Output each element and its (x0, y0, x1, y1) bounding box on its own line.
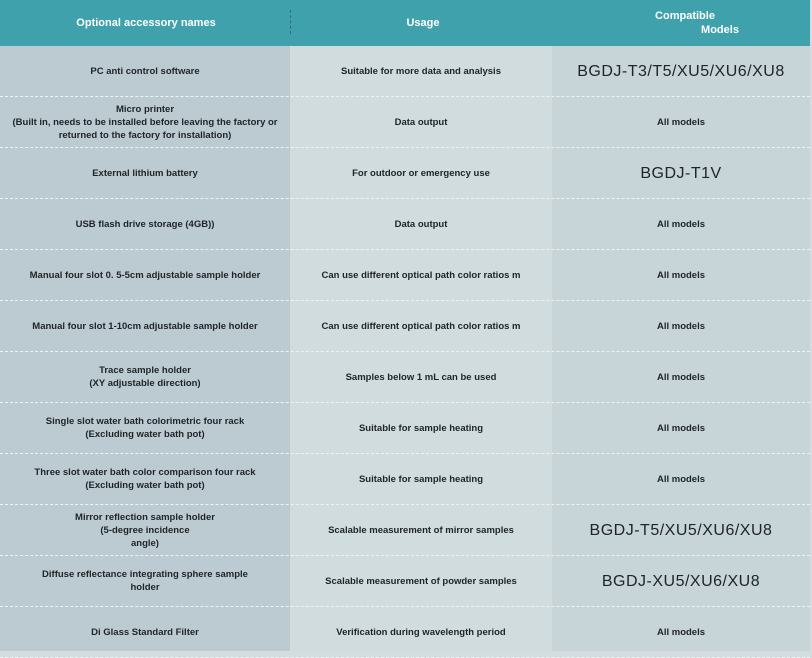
compatible-models-cell: All models (656, 116, 706, 128)
table-row (0, 352, 810, 403)
usage-cell: For outdoor or emergency use (352, 167, 490, 179)
compatible-models-cell: All models (656, 269, 706, 281)
table-header (0, 0, 810, 46)
accessory-name-cell (0, 556, 290, 606)
accessory-name-line: Di Glass Standard Filter (91, 626, 199, 638)
accessory-name-line: Diffuse reflectance integrating sphere sample (42, 569, 248, 580)
usage-cell: Samples below 1 mL can be used (345, 371, 497, 383)
table-row (0, 97, 810, 148)
accessory-name-cell (0, 250, 290, 300)
header-usage: Usage (406, 17, 440, 29)
compatible-models-cell: BGDJ-T3/T5/XU5/XU6/XU8 (577, 62, 785, 80)
compatible-models-cell: All models (656, 473, 706, 485)
usage-cell: Can use different optical path color ratios m (321, 269, 521, 281)
compatible-models-cell: BGDJ-XU5/XU6/XU8 (601, 572, 761, 590)
accessory-name-line: angle) (131, 537, 159, 549)
table-row (0, 301, 810, 352)
header-compatible-line2: Models (701, 24, 739, 36)
header-divider (290, 10, 291, 34)
usage-cell: Scalable measurement of powder samples (325, 575, 517, 587)
table-row (0, 607, 810, 658)
accessory-name-cell (0, 352, 290, 402)
accessory-name-cell (0, 148, 290, 198)
accessory-name-cell (0, 301, 290, 351)
accessory-name-cell (0, 199, 290, 249)
accessory-name-cell (0, 505, 290, 555)
accessory-name-line: Three slot water bath color comparison four rack (34, 467, 256, 478)
accessory-name-line: (Excluding water bath pot) (85, 480, 205, 491)
compatible-models-cell: All models (656, 626, 706, 638)
usage-cell: Can use different optical path color ratios m (321, 320, 521, 332)
accessory-name-cell (0, 46, 290, 96)
accessory-name-line: (5-degree incidence (100, 524, 190, 536)
table-row (0, 403, 810, 454)
compatible-models-cell: All models (656, 422, 706, 434)
table-row (0, 148, 810, 199)
usage-cell: Suitable for sample heating (358, 422, 484, 434)
compatible-models-cell: BGDJ-T5/XU5/XU6/XU8 (589, 521, 773, 539)
usage-cell: Data output (394, 218, 448, 230)
accessory-name-line: External lithium battery (92, 167, 198, 179)
accessory-name-cell (0, 607, 290, 657)
header-accessory-names: Optional accessory names (76, 17, 216, 29)
accessory-name-cell (0, 454, 290, 504)
table-row (0, 250, 810, 301)
header-compatible-line1: Compatible (655, 10, 715, 22)
accessory-name-line: Mirror reflection sample holder (75, 511, 215, 523)
compatible-models-cell: BGDJ-T1V (640, 164, 722, 182)
accessory-name-line: (Excluding water bath pot) (85, 429, 205, 440)
accessory-name-line: Manual four slot 0. 5-5cm adjustable sample holder (29, 269, 261, 281)
accessory-name-cell (0, 403, 290, 453)
accessory-name-line: Single slot water bath colorimetric four rack (45, 416, 245, 427)
accessory-name-cell (0, 97, 290, 147)
table-row (0, 454, 810, 505)
table-row (0, 505, 810, 556)
compatible-models-cell: All models (656, 371, 706, 383)
accessory-name-line: USB flash drive storage (4GB)) (75, 218, 215, 230)
accessory-name-line: Trace sample holder (99, 365, 191, 376)
accessory-name-line: Micro printer (115, 103, 175, 115)
table-row (0, 46, 810, 97)
header-compatible-models (600, 0, 810, 46)
usage-cell: Verification during wavelength period (336, 626, 506, 638)
accessory-name-line: Manual four slot 1-10cm adjustable sample holder (32, 320, 258, 332)
compatible-models-cell: All models (656, 320, 706, 332)
usage-cell: Data output (394, 116, 448, 128)
table-row (0, 199, 810, 250)
accessory-name-line: (Built in, needs to be installed before leaving the factory or (12, 116, 278, 128)
compatible-models-cell: All models (656, 218, 706, 230)
usage-cell: Suitable for sample heating (358, 473, 484, 485)
table-row (0, 556, 810, 607)
accessory-name-line: holder (130, 582, 160, 593)
accessory-name-line: returned to the factory for installation) (58, 129, 232, 141)
accessory-name-line: PC anti control software (90, 65, 200, 77)
table-body (0, 46, 810, 658)
accessory-name-line: (XY adjustable direction) (89, 378, 201, 389)
usage-cell: Scalable measurement of mirror samples (328, 524, 514, 536)
usage-cell: Suitable for more data and analysis (341, 65, 501, 77)
